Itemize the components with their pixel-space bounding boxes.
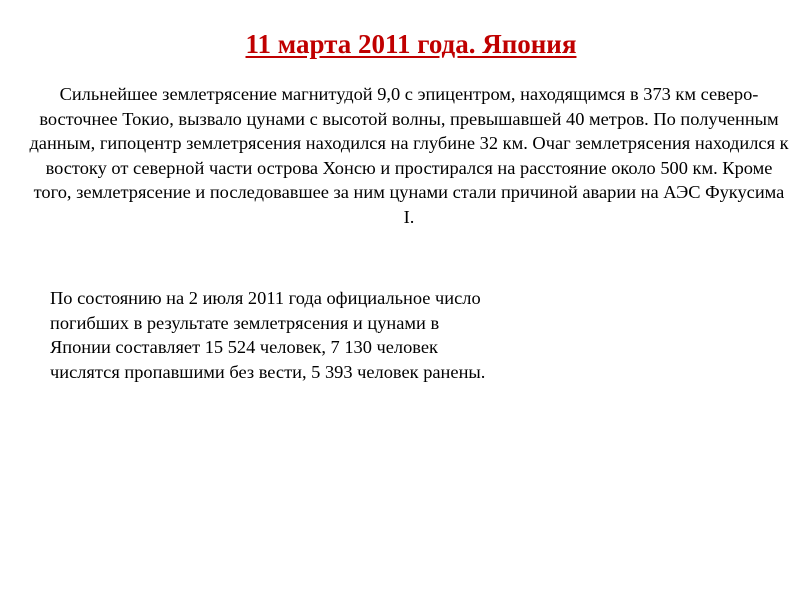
intro-paragraph: Сильнейшее землетрясение магнитудой 9,0 с эпицентром, находящимся в 373 км северо-восточнее Токио, вызвало цунами с высотой волны, превышавшей 40 метров. По полученным данным, гипоцентр землетрясения находился на глубине 32 км. Очаг землетрясения находился к востоку от северной части острова Хонсю и простирался на расстояние около 500 км. Кроме того, землетрясение и последовавшее за ним цунами стали причиной аварии на АЭС Фукусима I.	[29, 84, 789, 227]
slide-title: 11 марта 2011 года. Япония	[245, 29, 577, 59]
casualties-paragraph: По состоянию на 2 июля 2011 года официальное число погибших в результате землетрясения и цунами в Японии составляет 15 524 человек, 7 130 человек числятся пропавшими без вести, 5 393 человек ранены.	[50, 288, 486, 382]
